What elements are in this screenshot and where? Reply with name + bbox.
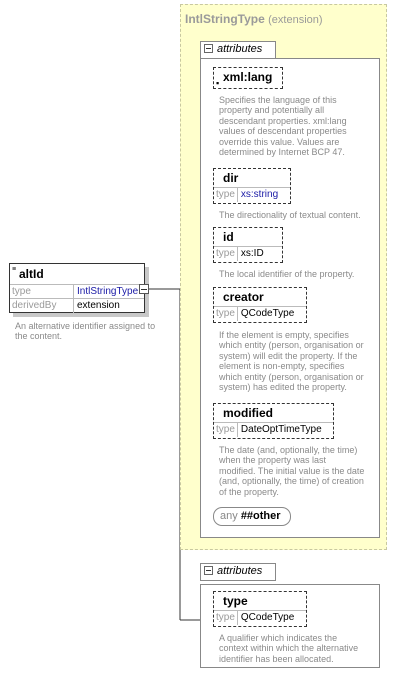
attribute-name: modified (223, 406, 273, 420)
attribute-modified[interactable] (213, 403, 334, 439)
attribute-id[interactable] (213, 227, 283, 263)
attribute-name: id (223, 230, 234, 244)
collapse-toggle-icon[interactable] (139, 284, 149, 294)
attribute-xml-lang[interactable] (213, 67, 283, 89)
attribute-type[interactable] (213, 591, 307, 627)
type-link[interactable]: xs:string (240, 189, 279, 200)
attribute-description: The local identifier of the property. (219, 269, 355, 279)
attribute-description: The date (and, optionally, the time) when the property was last modified. The initial value is the date (and, optionally, the time) of creation of the property. (219, 445, 365, 497)
element-description: An alternative identifier assigned to the content. (15, 321, 156, 342)
attribute-description: Specifies the language of this property and potentially all descendant properties. xml:lang values of descendant properties override this value. Values are determined by Internet BCP 47. (219, 95, 347, 158)
attributes-group-label: attributes (217, 565, 263, 577)
element-name: altId (19, 267, 44, 281)
element-flag-icon: ≡ (12, 266, 17, 273)
attribute-type-row: type DateOptTimeType (214, 422, 333, 438)
type-link[interactable]: IntlStringType (77, 286, 139, 297)
attribute-name: dir (223, 171, 239, 185)
element-altid[interactable] (9, 263, 145, 313)
attribute-dir[interactable] (213, 168, 291, 204)
attribute-creator[interactable] (213, 287, 307, 323)
attribute-marker-icon: ▪ (216, 78, 220, 88)
attributes-group-label: attributes (217, 43, 263, 55)
attribute-description: A qualifier which indicates the context within which the alternative identifier has been allocated. (219, 633, 359, 664)
element-derivedby-row: derivedBy extension (10, 298, 144, 313)
complex-type-name: IntlStringType (185, 12, 265, 26)
attributes-group-header[interactable] (200, 563, 276, 581)
attribute-name: creator (223, 290, 264, 304)
complex-type-kind: (extension) (268, 14, 323, 26)
attribute-name: type (223, 594, 248, 608)
complex-type-title (185, 12, 323, 26)
attribute-name: xml:lang (223, 70, 273, 84)
attributes-group-header[interactable] (200, 41, 276, 59)
attribute-type-row: type xs:ID (214, 246, 282, 262)
any-attribute-wildcard[interactable]: any ##other (213, 507, 291, 526)
attribute-type-row: type xs:string (214, 187, 290, 203)
attribute-description: If the element is empty, specifies which entity (person, organisation or system) will edit the property. If the element is non-empty, specifies which entity (person, organisation or system) has edited the property. (219, 330, 364, 393)
attribute-description: The directionality of textual content. (219, 210, 361, 220)
attribute-type-row: type QCodeType (214, 610, 306, 626)
attribute-type-row: type QCodeType (214, 306, 306, 322)
element-type-row: type IntlStringType (10, 284, 144, 299)
collapse-icon[interactable] (204, 566, 213, 575)
collapse-icon[interactable] (204, 44, 213, 53)
